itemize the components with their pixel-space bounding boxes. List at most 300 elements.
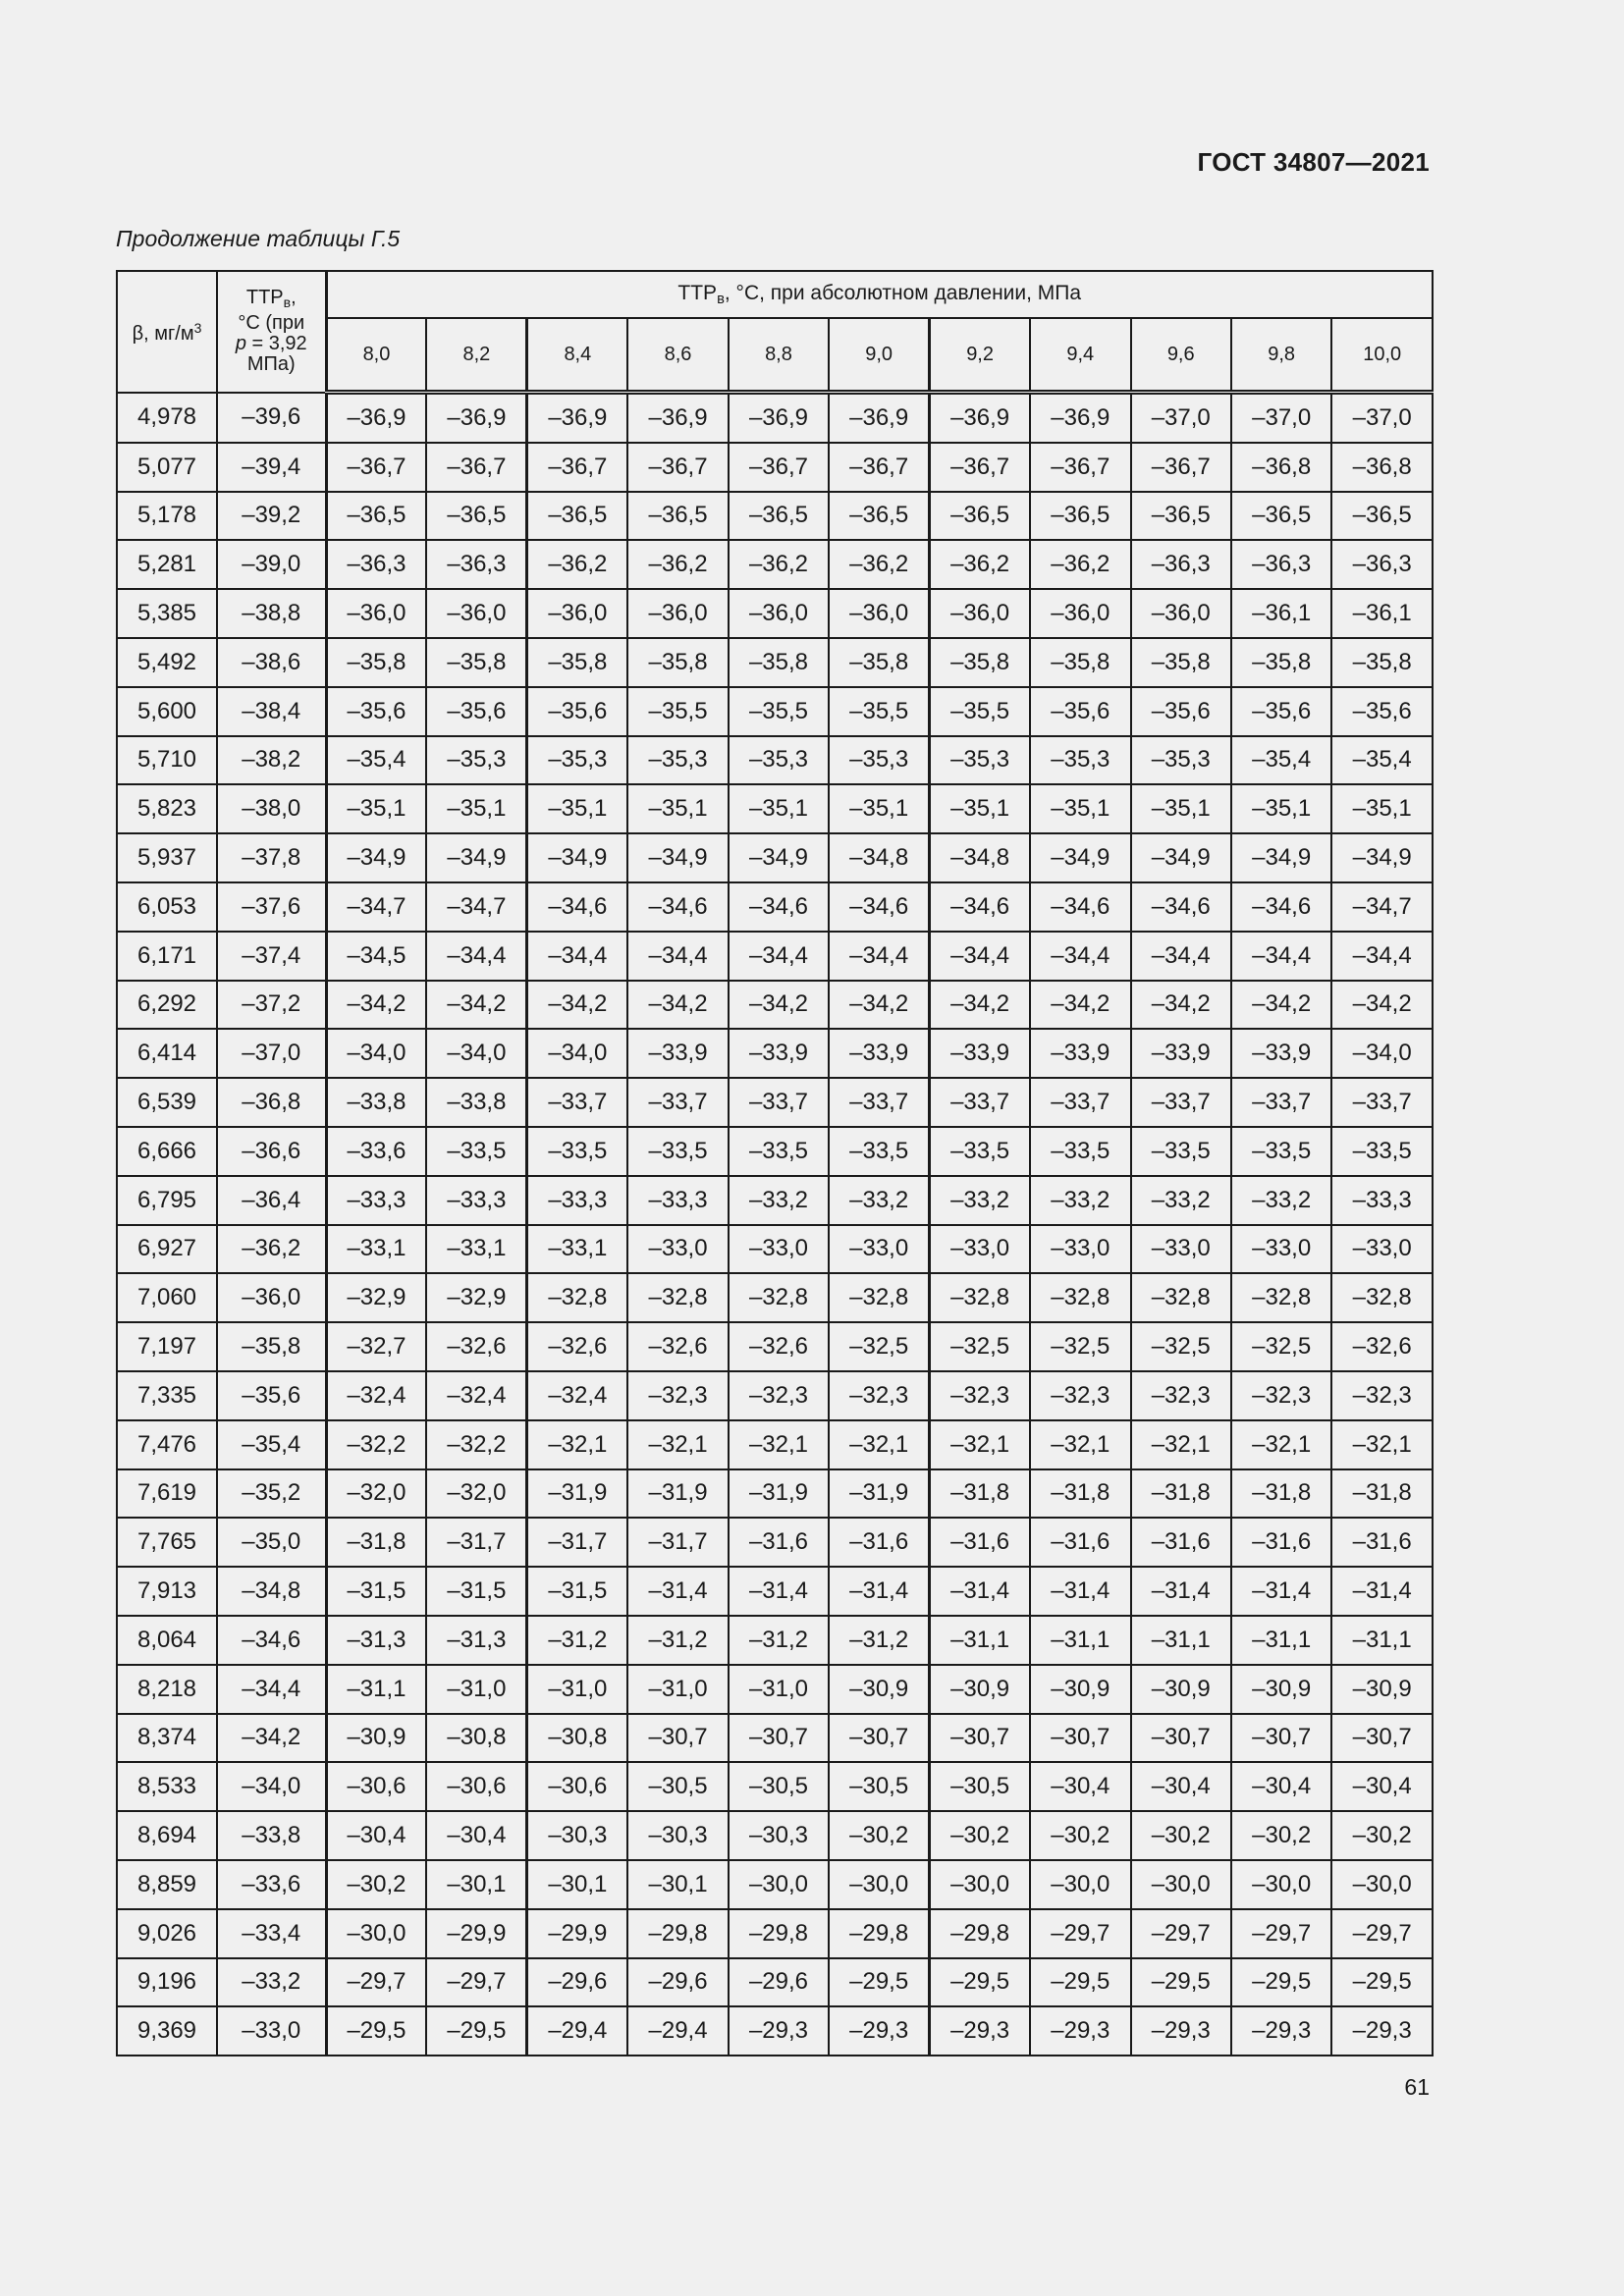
ttr-value-cell: –33,9 <box>1231 1029 1331 1078</box>
ttr-value-cell: –29,9 <box>527 1909 627 1958</box>
ttr-value-cell: –32,8 <box>1131 1273 1231 1322</box>
ttr-value-cell: –29,3 <box>729 2006 829 2056</box>
ttr-value-cell: –30,2 <box>829 1811 929 1860</box>
ttr-value-cell: –31,2 <box>829 1616 929 1665</box>
ttr-value-cell: –29,8 <box>729 1909 829 1958</box>
ttr-reference-cell: –38,0 <box>217 784 326 833</box>
ttr-value-cell: –36,9 <box>829 393 929 443</box>
ttr-value-cell: –34,4 <box>527 932 627 981</box>
ttr-value-cell: –32,5 <box>1030 1322 1130 1371</box>
pressure-header-cell: 9,2 <box>930 318 1030 393</box>
ttr-value-cell: –35,3 <box>627 736 728 785</box>
table-row <box>117 443 1433 492</box>
ttr-value-cell: –30,9 <box>1030 1665 1130 1714</box>
ttr-value-cell: –34,2 <box>326 981 426 1030</box>
table-row <box>117 589 1433 638</box>
ttr-value-cell: –32,8 <box>930 1273 1030 1322</box>
ttr-value-cell: –31,2 <box>627 1616 728 1665</box>
ttr-value-cell: –31,2 <box>729 1616 829 1665</box>
ttr-value-cell: –32,4 <box>426 1371 526 1420</box>
table-row <box>117 784 1433 833</box>
ttr-value-cell: –32,3 <box>1231 1371 1331 1420</box>
ttr-value-cell: –34,4 <box>1331 932 1433 981</box>
beta-cell: 5,823 <box>117 784 217 833</box>
ttr-value-cell: –35,1 <box>729 784 829 833</box>
ttr-value-cell: –34,0 <box>1331 1029 1433 1078</box>
ttr-reference-cell: –39,2 <box>217 492 326 541</box>
ttr-value-cell: –36,5 <box>627 492 728 541</box>
ttr-value-cell: –36,2 <box>1030 540 1130 589</box>
beta-cell: 8,859 <box>117 1860 217 1909</box>
ttr-value-cell: –33,2 <box>729 1176 829 1225</box>
beta-cell: 7,335 <box>117 1371 217 1420</box>
ttr-value-cell: –36,9 <box>527 393 627 443</box>
ttr-value-cell: –29,5 <box>426 2006 526 2056</box>
table-row <box>117 1518 1433 1567</box>
ttr-value-cell: –33,9 <box>1131 1029 1231 1078</box>
ttr-value-cell: –34,7 <box>1331 882 1433 932</box>
ttr-value-cell: –34,0 <box>426 1029 526 1078</box>
ttr-value-cell: –36,0 <box>829 589 929 638</box>
table-row <box>117 1714 1433 1763</box>
ttr-value-cell: –31,5 <box>426 1567 526 1616</box>
ttr-value-cell: –37,0 <box>1331 393 1433 443</box>
ttr-reference-cell: –38,6 <box>217 638 326 687</box>
ttr-value-cell: –35,6 <box>1331 687 1433 736</box>
ttr-value-cell: –32,5 <box>1231 1322 1331 1371</box>
ttr-value-cell: –35,6 <box>1030 687 1130 736</box>
ttr-value-cell: –36,3 <box>1231 540 1331 589</box>
ttr-value-cell: –30,7 <box>1331 1714 1433 1763</box>
ttr-value-cell: –33,5 <box>930 1127 1030 1176</box>
ttr-value-cell: –30,4 <box>1131 1762 1231 1811</box>
ttr-reference-cell: –33,0 <box>217 2006 326 2056</box>
ttr-value-cell: –31,4 <box>627 1567 728 1616</box>
ttr-value-cell: –32,0 <box>326 1469 426 1519</box>
ttr-value-cell: –30,7 <box>1030 1714 1130 1763</box>
ttr-value-cell: –30,2 <box>1030 1811 1130 1860</box>
pressure-header-cell: 10,0 <box>1331 318 1433 393</box>
ttr-value-cell: –30,2 <box>1331 1811 1433 1860</box>
table-row <box>117 1371 1433 1420</box>
ttr-reference-cell: –37,8 <box>217 833 326 882</box>
ttr-value-cell: –30,7 <box>1231 1714 1331 1763</box>
ttr-value-cell: –32,3 <box>1131 1371 1231 1420</box>
ttr-value-cell: –33,7 <box>829 1078 929 1127</box>
ttr-value-cell: –32,1 <box>1030 1420 1130 1469</box>
ttr-value-cell: –36,9 <box>326 393 426 443</box>
beta-cell: 9,196 <box>117 1958 217 2007</box>
ttr-value-cell: –36,3 <box>1331 540 1433 589</box>
ttr-reference-cell: –34,0 <box>217 1762 326 1811</box>
ttr-value-cell: –33,7 <box>627 1078 728 1127</box>
ttr-value-cell: –29,4 <box>527 2006 627 2056</box>
ttr-value-cell: –30,7 <box>1131 1714 1231 1763</box>
ttr-reference-cell: –37,4 <box>217 932 326 981</box>
beta-cell: 6,927 <box>117 1225 217 1274</box>
ttr-value-cell: –33,3 <box>326 1176 426 1225</box>
ttr-value-cell: –29,5 <box>1231 1958 1331 2007</box>
ttr-value-cell: –33,1 <box>326 1225 426 1274</box>
header-pressure-group: $ТТР_в$, °С, при абсолютном давлении, МПа <box>326 271 1433 318</box>
pressure-header-cell: 9,8 <box>1231 318 1331 393</box>
ttr-value-cell: –33,3 <box>1331 1176 1433 1225</box>
ttr-value-cell: –31,1 <box>1030 1616 1130 1665</box>
ttr-value-cell: –30,2 <box>930 1811 1030 1860</box>
ttr-reference-cell: –34,4 <box>217 1665 326 1714</box>
ttr-value-cell: –31,8 <box>1030 1469 1130 1519</box>
ttr-reference-cell: –39,0 <box>217 540 326 589</box>
ttr-value-cell: –29,4 <box>627 2006 728 2056</box>
ttr-value-cell: –33,5 <box>627 1127 728 1176</box>
ttr-value-cell: –31,4 <box>1331 1567 1433 1616</box>
ttr-value-cell: –34,2 <box>1331 981 1433 1030</box>
ttr-value-cell: –35,1 <box>1331 784 1433 833</box>
ttr-value-cell: –32,8 <box>627 1273 728 1322</box>
ttr-value-cell: –35,3 <box>527 736 627 785</box>
ttr-value-cell: –32,5 <box>829 1322 929 1371</box>
ttr-value-cell: –31,6 <box>829 1518 929 1567</box>
ttr-value-cell: –32,3 <box>930 1371 1030 1420</box>
ttr-value-cell: –29,6 <box>627 1958 728 2007</box>
ttr-value-cell: –29,3 <box>829 2006 929 2056</box>
ttr-value-cell: –31,1 <box>1231 1616 1331 1665</box>
ttr-value-cell: –29,3 <box>1231 2006 1331 2056</box>
ttr-value-cell: –36,0 <box>1131 589 1231 638</box>
ttr-value-cell: –31,5 <box>527 1567 627 1616</box>
ttr-value-cell: –30,0 <box>930 1860 1030 1909</box>
ttr-value-cell: –36,1 <box>1331 589 1433 638</box>
ttr-value-cell: –35,8 <box>326 638 426 687</box>
beta-cell: 5,600 <box>117 687 217 736</box>
ttr-value-cell: –35,6 <box>1231 687 1331 736</box>
ttr-value-cell: –33,5 <box>1131 1127 1231 1176</box>
ttr-value-cell: –32,1 <box>829 1420 929 1469</box>
ttr-value-cell: –31,1 <box>930 1616 1030 1665</box>
ttr-value-cell: –32,9 <box>326 1273 426 1322</box>
ttr-value-cell: –30,6 <box>426 1762 526 1811</box>
pressure-header-cell: 8,6 <box>627 318 728 393</box>
ttr-value-cell: –33,0 <box>627 1225 728 1274</box>
ttr-value-cell: –33,7 <box>527 1078 627 1127</box>
beta-cell: 6,414 <box>117 1029 217 1078</box>
ttr-value-cell: –34,8 <box>930 833 1030 882</box>
ttr-value-cell: –29,3 <box>1331 2006 1433 2056</box>
ttr-value-cell: –31,6 <box>1030 1518 1130 1567</box>
ttr-reference-cell: –36,4 <box>217 1176 326 1225</box>
ttr-value-cell: –32,5 <box>930 1322 1030 1371</box>
ttr-value-cell: –34,2 <box>426 981 526 1030</box>
table-row <box>117 638 1433 687</box>
beta-cell: 5,077 <box>117 443 217 492</box>
ttr-value-cell: –30,0 <box>1331 1860 1433 1909</box>
ttr-value-cell: –30,0 <box>1231 1860 1331 1909</box>
beta-cell: 9,026 <box>117 1909 217 1958</box>
ttr-value-cell: –36,3 <box>426 540 526 589</box>
ttr-value-cell: –33,5 <box>1030 1127 1130 1176</box>
ttr-value-cell: –32,7 <box>326 1322 426 1371</box>
table-row <box>117 833 1433 882</box>
ttr-reference-cell: –36,0 <box>217 1273 326 1322</box>
ttr-value-cell: –35,1 <box>426 784 526 833</box>
ttr-value-cell: –36,9 <box>930 393 1030 443</box>
ttr-value-cell: –32,5 <box>1131 1322 1231 1371</box>
ttr-value-cell: –36,9 <box>1030 393 1130 443</box>
ttr-value-cell: –30,0 <box>729 1860 829 1909</box>
ttr-value-cell: –29,8 <box>829 1909 929 1958</box>
ttr-value-cell: –30,4 <box>1331 1762 1433 1811</box>
header-ttr-reference: $ТТР_в$, °С (при p = 3,92 МПа) <box>217 271 326 393</box>
ttr-value-cell: –36,9 <box>729 393 829 443</box>
table-row <box>117 1273 1433 1322</box>
ttr-value-cell: –29,3 <box>930 2006 1030 2056</box>
ttr-value-cell: –31,9 <box>829 1469 929 1519</box>
ttr-value-cell: –33,0 <box>1030 1225 1130 1274</box>
ttr-value-cell: –34,4 <box>1231 932 1331 981</box>
beta-cell: 5,492 <box>117 638 217 687</box>
ttr-value-cell: –36,0 <box>426 589 526 638</box>
table-row <box>117 981 1433 1030</box>
ttr-value-cell: –35,4 <box>1331 736 1433 785</box>
ttr-value-cell: –30,6 <box>527 1762 627 1811</box>
ttr-value-cell: –33,9 <box>1030 1029 1130 1078</box>
ttr-value-cell: –34,7 <box>326 882 426 932</box>
ttr-value-cell: –35,4 <box>1231 736 1331 785</box>
ttr-value-cell: –36,0 <box>930 589 1030 638</box>
ttr-value-cell: –36,5 <box>1231 492 1331 541</box>
table-row <box>117 1078 1433 1127</box>
table-row <box>117 492 1433 541</box>
pressure-header-cell: 8,2 <box>426 318 526 393</box>
ttr-value-cell: –29,3 <box>1030 2006 1130 2056</box>
ttr-value-cell: –31,8 <box>326 1518 426 1567</box>
ttr-table <box>116 270 1434 2056</box>
ttr-value-cell: –36,5 <box>829 492 929 541</box>
ttr-value-cell: –34,4 <box>729 932 829 981</box>
ttr-reference-cell: –36,6 <box>217 1127 326 1176</box>
ttr-value-cell: –29,7 <box>1331 1909 1433 1958</box>
table-row <box>117 540 1433 589</box>
ttr-value-cell: –34,0 <box>326 1029 426 1078</box>
ttr-value-cell: –31,4 <box>1030 1567 1130 1616</box>
ttr-value-cell: –30,7 <box>627 1714 728 1763</box>
ttr-value-cell: –36,8 <box>1331 443 1433 492</box>
ttr-reference-cell: –36,8 <box>217 1078 326 1127</box>
ttr-value-cell: –35,3 <box>930 736 1030 785</box>
ttr-value-cell: –33,3 <box>426 1176 526 1225</box>
ttr-value-cell: –31,8 <box>1131 1469 1231 1519</box>
ttr-value-cell: –35,6 <box>426 687 526 736</box>
ttr-value-cell: –35,5 <box>729 687 829 736</box>
ttr-value-cell: –35,8 <box>729 638 829 687</box>
ttr-value-cell: –34,2 <box>1131 981 1231 1030</box>
ttr-value-cell: –32,2 <box>326 1420 426 1469</box>
ttr-value-cell: –31,7 <box>527 1518 627 1567</box>
ttr-reference-cell: –39,6 <box>217 393 326 443</box>
ttr-value-cell: –32,6 <box>1331 1322 1433 1371</box>
ttr-value-cell: –31,7 <box>627 1518 728 1567</box>
ttr-value-cell: –36,0 <box>527 589 627 638</box>
ttr-value-cell: –36,5 <box>326 492 426 541</box>
ttr-value-cell: –31,9 <box>729 1469 829 1519</box>
ttr-value-cell: –32,1 <box>627 1420 728 1469</box>
ttr-value-cell: –35,8 <box>527 638 627 687</box>
ttr-value-cell: –34,2 <box>627 981 728 1030</box>
ttr-value-cell: –35,5 <box>627 687 728 736</box>
ttr-value-cell: –33,7 <box>1131 1078 1231 1127</box>
ttr-value-cell: –36,5 <box>527 492 627 541</box>
beta-cell: 5,937 <box>117 833 217 882</box>
ttr-value-cell: –29,3 <box>1131 2006 1231 2056</box>
ttr-value-cell: –35,3 <box>426 736 526 785</box>
ttr-value-cell: –36,2 <box>930 540 1030 589</box>
table-row <box>117 1665 1433 1714</box>
ttr-value-cell: –30,3 <box>627 1811 728 1860</box>
pressure-header-cell: 9,4 <box>1030 318 1130 393</box>
ttr-value-cell: –33,5 <box>426 1127 526 1176</box>
ttr-value-cell: –36,3 <box>1131 540 1231 589</box>
ttr-value-cell: –32,1 <box>729 1420 829 1469</box>
ttr-value-cell: –32,6 <box>426 1322 526 1371</box>
ttr-value-cell: –33,0 <box>829 1225 929 1274</box>
ttr-value-cell: –31,9 <box>627 1469 728 1519</box>
beta-cell: 5,385 <box>117 589 217 638</box>
ttr-value-cell: –34,2 <box>729 981 829 1030</box>
ttr-value-cell: –31,6 <box>1131 1518 1231 1567</box>
ttr-value-cell: –34,6 <box>729 882 829 932</box>
ttr-value-cell: –29,5 <box>326 2006 426 2056</box>
ttr-value-cell: –31,6 <box>729 1518 829 1567</box>
ttr-value-cell: –31,3 <box>426 1616 526 1665</box>
ttr-value-cell: –31,0 <box>426 1665 526 1714</box>
ttr-reference-cell: –35,6 <box>217 1371 326 1420</box>
ttr-value-cell: –36,5 <box>1331 492 1433 541</box>
ttr-value-cell: –32,3 <box>729 1371 829 1420</box>
ttr-value-cell: –36,0 <box>326 589 426 638</box>
ttr-value-cell: –36,2 <box>527 540 627 589</box>
beta-cell: 7,619 <box>117 1469 217 1519</box>
ttr-value-cell: –34,4 <box>1030 932 1130 981</box>
beta-cell: 7,765 <box>117 1518 217 1567</box>
ttr-value-cell: –30,1 <box>527 1860 627 1909</box>
ttr-value-cell: –34,9 <box>527 833 627 882</box>
ttr-value-cell: –36,0 <box>627 589 728 638</box>
ttr-value-cell: –29,8 <box>627 1909 728 1958</box>
header-beta: β, $мг/м^3$ <box>117 271 217 393</box>
ttr-value-cell: –31,9 <box>527 1469 627 1519</box>
ttr-value-cell: –30,5 <box>627 1762 728 1811</box>
ttr-value-cell: –30,2 <box>1131 1811 1231 1860</box>
ttr-reference-cell: –35,2 <box>217 1469 326 1519</box>
ttr-value-cell: –29,7 <box>426 1958 526 2007</box>
ttr-value-cell: –33,9 <box>729 1029 829 1078</box>
ttr-value-cell: –34,6 <box>1030 882 1130 932</box>
ttr-value-cell: –35,1 <box>1131 784 1231 833</box>
ttr-reference-cell: –34,8 <box>217 1567 326 1616</box>
table-row <box>117 1127 1433 1176</box>
ttr-reference-cell: –33,6 <box>217 1860 326 1909</box>
ttr-value-cell: –30,9 <box>1231 1665 1331 1714</box>
ttr-value-cell: –32,1 <box>1131 1420 1231 1469</box>
table-caption: Продолжение таблицы Г.5 <box>116 226 401 251</box>
ttr-value-cell: –36,7 <box>1030 443 1130 492</box>
ttr-value-cell: –36,0 <box>1030 589 1130 638</box>
ttr-value-cell: –36,7 <box>527 443 627 492</box>
ttr-value-cell: –30,3 <box>527 1811 627 1860</box>
beta-cell: 8,218 <box>117 1665 217 1714</box>
ttr-value-cell: –30,5 <box>930 1762 1030 1811</box>
ttr-value-cell: –33,0 <box>1131 1225 1231 1274</box>
ttr-value-cell: –36,3 <box>326 540 426 589</box>
ttr-value-cell: –32,8 <box>527 1273 627 1322</box>
beta-cell: 7,913 <box>117 1567 217 1616</box>
ttr-value-cell: –29,7 <box>1231 1909 1331 1958</box>
ttr-value-cell: –32,2 <box>426 1420 526 1469</box>
ttr-value-cell: –30,0 <box>829 1860 929 1909</box>
ttr-value-cell: –32,1 <box>930 1420 1030 1469</box>
ttr-value-cell: –34,4 <box>829 932 929 981</box>
ttr-value-cell: –30,0 <box>326 1909 426 1958</box>
ttr-value-cell: –34,6 <box>930 882 1030 932</box>
beta-cell: 6,171 <box>117 932 217 981</box>
ttr-value-cell: –34,9 <box>1131 833 1231 882</box>
ttr-value-cell: –29,5 <box>1030 1958 1130 2007</box>
ttr-value-cell: –31,0 <box>527 1665 627 1714</box>
ttr-value-cell: –35,8 <box>1030 638 1130 687</box>
pressure-header-cell: 8,8 <box>729 318 829 393</box>
ttr-value-cell: –33,2 <box>930 1176 1030 1225</box>
page-number: 61 <box>1404 2074 1430 2100</box>
ttr-value-cell: –30,9 <box>326 1714 426 1763</box>
ttr-value-cell: –36,7 <box>326 443 426 492</box>
ttr-value-cell: –36,0 <box>729 589 829 638</box>
ttr-reference-cell: –38,2 <box>217 736 326 785</box>
ttr-value-cell: –35,5 <box>829 687 929 736</box>
ttr-value-cell: –29,5 <box>829 1958 929 2007</box>
ttr-value-cell: –30,4 <box>426 1811 526 1860</box>
ttr-value-cell: –34,9 <box>1231 833 1331 882</box>
ttr-value-cell: –31,6 <box>1231 1518 1331 1567</box>
ttr-value-cell: –35,5 <box>930 687 1030 736</box>
ttr-value-cell: –34,6 <box>627 882 728 932</box>
ttr-value-cell: –33,3 <box>527 1176 627 1225</box>
ttr-value-cell: –36,7 <box>829 443 929 492</box>
ttr-value-cell: –29,9 <box>426 1909 526 1958</box>
ttr-value-cell: –30,1 <box>426 1860 526 1909</box>
ttr-value-cell: –31,7 <box>426 1518 526 1567</box>
ttr-value-cell: –30,5 <box>729 1762 829 1811</box>
ttr-value-cell: –34,4 <box>426 932 526 981</box>
pressure-header-cell: 8,0 <box>326 318 426 393</box>
ttr-value-cell: –35,6 <box>1131 687 1231 736</box>
ttr-value-cell: –34,6 <box>1231 882 1331 932</box>
ttr-value-cell: –33,5 <box>729 1127 829 1176</box>
ttr-value-cell: –30,6 <box>326 1762 426 1811</box>
ttr-value-cell: –29,7 <box>1030 1909 1130 1958</box>
table-row <box>117 1029 1433 1078</box>
ttr-value-cell: –32,6 <box>627 1322 728 1371</box>
ttr-value-cell: –33,5 <box>527 1127 627 1176</box>
beta-cell: 6,795 <box>117 1176 217 1225</box>
table-row <box>117 1762 1433 1811</box>
ttr-value-cell: –31,0 <box>627 1665 728 1714</box>
table-row <box>117 1811 1433 1860</box>
ttr-value-cell: –30,7 <box>729 1714 829 1763</box>
ttr-value-cell: –34,8 <box>829 833 929 882</box>
ttr-value-cell: –33,7 <box>930 1078 1030 1127</box>
ttr-value-cell: –36,5 <box>1131 492 1231 541</box>
ttr-value-cell: –34,6 <box>1131 882 1231 932</box>
